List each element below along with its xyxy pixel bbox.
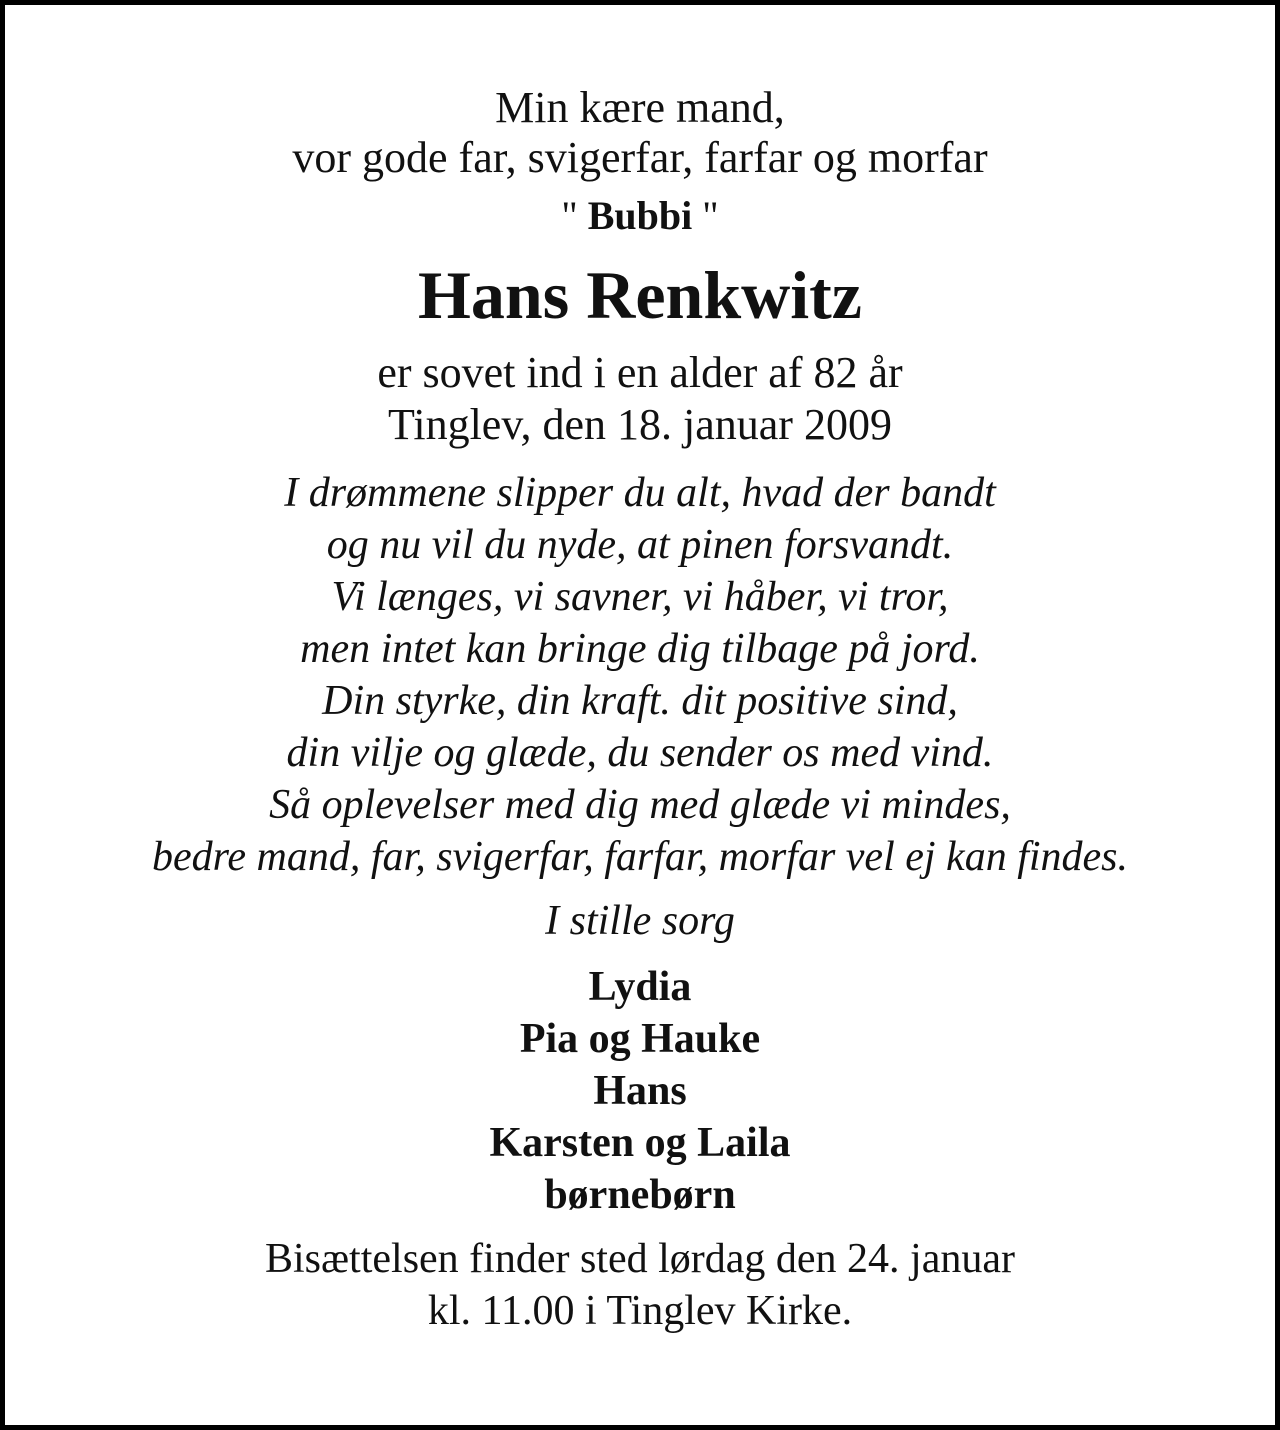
service-line: Bisættelsen finder sted lørdag den 24. januar xyxy=(265,1236,1015,1282)
poem-line: Så oplevelser med dig med glæde vi mindes, xyxy=(269,782,1011,828)
poem-line: din vilje og glæde, du sender os med vind. xyxy=(286,730,994,776)
service-line: kl. 11.00 i Tinglev Kirke. xyxy=(427,1288,853,1334)
signoff: I stille sorg xyxy=(545,898,735,944)
family-member: Hans xyxy=(593,1068,687,1114)
notice-content xyxy=(10,83,1270,1337)
poem xyxy=(10,467,1270,883)
poem-line: I drømmene slipper du alt, hvad der bandt xyxy=(284,470,996,516)
age-and-date xyxy=(10,347,1270,451)
poem-line: men intet kan bringe dig tilbage på jord. xyxy=(300,626,980,672)
poem-line: bedre mand, far, svigerfar, farfar, morfar vel ej kan findes. xyxy=(151,834,1129,880)
family-member: børnebørn xyxy=(544,1172,736,1218)
family-list xyxy=(10,961,1270,1221)
intro-line: Min kære mand, xyxy=(495,83,785,132)
date-line: Tinglev, den 18. januar 2009 xyxy=(388,400,892,449)
nickname-text: Bubbi xyxy=(587,193,693,238)
family-member: Pia og Hauke xyxy=(519,1016,761,1062)
nickname-open-quote: " xyxy=(561,193,578,238)
poem-line: Din styrke, din kraft. dit positive sind, xyxy=(322,678,958,724)
age-line: er sovet ind i en alder af 82 år xyxy=(377,348,903,397)
deceased-name: Hans Renkwitz xyxy=(418,257,862,333)
intro-line: vor gode far, svigerfar, farfar og morfar xyxy=(292,133,988,182)
nickname xyxy=(10,191,1270,241)
service-details xyxy=(10,1233,1270,1337)
family-member: Karsten og Laila xyxy=(489,1120,791,1166)
family-member: Lydia xyxy=(588,964,692,1010)
poem-line: og nu vil du nyde, at pinen forsvandt. xyxy=(326,522,954,568)
poem-line: Vi længes, vi savner, vi håber, vi tror, xyxy=(331,574,949,620)
intro-block xyxy=(10,83,1270,183)
nickname-close-quote: " xyxy=(702,193,719,238)
